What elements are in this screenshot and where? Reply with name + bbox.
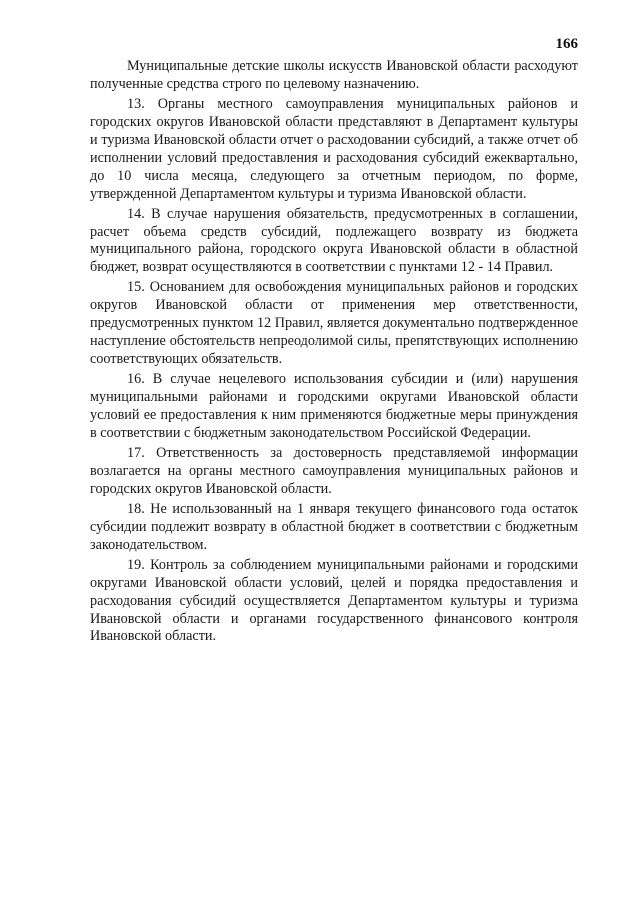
paragraph-14-violation: 14. В случае нарушения обязательств, предусмотренных в соглашении, расчет объема средств субсидий, подлежащего возврату из бюджета муниципального района, городского округа Ивановской области в областной бюджет, возврат осуществляются в соответствии с пунктами 12 - 14 Правил. [90, 205, 578, 276]
paragraph-17-responsibility: 17. Ответственность за достоверность представляемой информации возлагается на органы местного самоуправления муниципальных районов и городских округов Ивановской области. [90, 444, 578, 497]
paragraph-16-misuse: 16. В случае нецелевого использования субсидии и (или) нарушения муниципальными районами и городскими округами Ивановской области условий ее предоставления к ним применяются бюджетные меры принуждения в соответствии с бюджетным законодательством Российской Федерации. [90, 371, 578, 441]
document-body [90, 58, 578, 646]
paragraph-18-unused-balance: 18. Не использованный на 1 января текущего финансового года остаток субсидии подлежит возврату в областной бюджет в соответствии с бюджетным законодательством. [90, 500, 578, 553]
paragraph-19-control: 19. Контроль за соблюдением муниципальными районами и городскими округами Ивановской области условий, целей и порядка предоставления и расходования субсидий осуществляется Департаментом культуры и туризма Ивановской области и органами государственного финансового контроля Ивановской области. [90, 556, 578, 645]
paragraph-schools-funding: Муниципальные детские школы искусств Ивановской области расходуют полученные средства строго по целевому назначению. [90, 58, 578, 92]
page-number: 166 [555, 36, 578, 52]
paragraph-13-reporting: 13. Органы местного самоуправления муниципальных районов и городских округов Ивановской области представляют в Департамент культуры и туризма Ивановской области отчет о расходовании субсидий, а также отчет об исполнении условий предоставления и расходования субсидий ежеквартально, до 10 числа месяца, следующего за отчетным периодом, по форме, утвержденной Департаментом культуры и туризма Ивановской области. [90, 96, 578, 202]
paragraph-15-exemption: 15. Основанием для освобождения муниципальных районов и городских округов Ивановской области от применения мер ответственности, предусмотренных пунктом 12 Правил, является документально подтвержденное наступление обстоятельств непреодолимой силы, препятствующих исполнению соответствующих обязательств. [90, 279, 578, 368]
